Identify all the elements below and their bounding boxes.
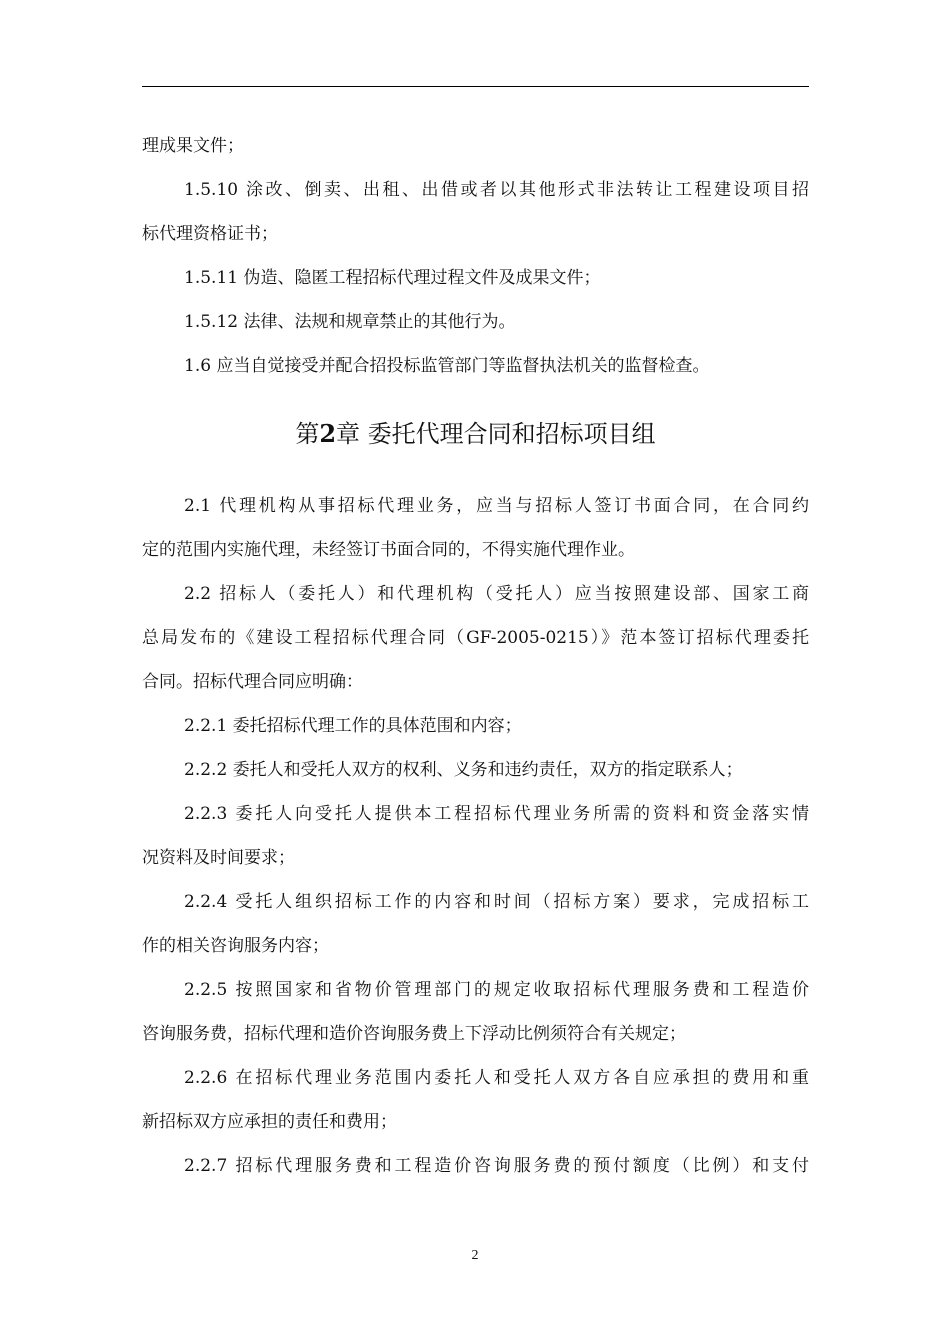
text-line: 总局发布的《建设工程招标代理合同（GF-2005-0215）》范本签订招标代理委托 (142, 628, 809, 648)
text-line: 2.2.1 委托招标代理工作的具体范围和内容； (184, 716, 522, 736)
paragraph-2-1 (142, 484, 809, 572)
paragraph-2-2-6 (142, 1056, 809, 1144)
text-line: 1.6 应当自觉接受并配合招投标监管部门等监督执法机关的监督检查。 (184, 356, 710, 376)
text-line: 咨询服务费，招标代理和造价咨询服务费上下浮动比例须符合有关规定； (142, 1024, 686, 1044)
text-line: 2.2.2 委托人和受托人双方的权利、义务和违约责任，双方的指定联系人； (184, 760, 743, 780)
text-line: 1.5.11 伪造、隐匿工程招标代理过程文件及成果文件； (184, 268, 601, 288)
text-line: 1.5.12 法律、法规和规章禁止的其他行为。 (184, 312, 516, 332)
page-number: 2 (471, 1248, 479, 1263)
text-line: 理成果文件； (142, 136, 244, 156)
paragraph-continuation (142, 124, 809, 168)
header-rule (142, 86, 809, 87)
text-line: 合同。招标代理合同应明确： (142, 672, 363, 692)
text-line: 况资料及时间要求； (142, 848, 295, 868)
paragraph-2-2-7 (142, 1144, 809, 1188)
paragraph-1-5-12 (142, 300, 809, 344)
text-line: 作的相关咨询服务内容； (142, 936, 329, 956)
chapter-title (142, 388, 809, 480)
text-line: 2.2.4 受托人组织招标工作的内容和时间（招标方案）要求，完成招标工 (184, 892, 809, 912)
text-line: 2.2.6 在招标代理业务范围内委托人和受托人双方各自应承担的费用和重 (184, 1068, 809, 1088)
paragraph-2-2-2 (142, 748, 809, 792)
paragraph-1-5-11 (142, 256, 809, 300)
paragraph-2-2-5 (142, 968, 809, 1056)
text-line: 1.5.10 涂改、倒卖、出租、出借或者以其他形式非法转让工程建设项目招 (184, 180, 809, 200)
paragraph-2-2-4 (142, 880, 809, 968)
text-line: 2.2.3 委托人向受托人提供本工程招标代理业务所需的资料和资金落实情 (184, 804, 809, 824)
text-line: 定的范围内实施代理，未经签订书面合同的，不得实施代理作业。 (142, 540, 635, 560)
text-line: 2.2.5 按照国家和省物价管理部门的规定收取招标代理服务费和工程造价 (184, 980, 809, 1000)
paragraph-1-5-10 (142, 168, 809, 256)
text-line: 2.2 招标人（委托人）和代理机构（受托人）应当按照建设部、国家工商 (184, 584, 809, 604)
chapter-suffix: 章 委托代理合同和招标项目组 (336, 420, 656, 448)
text-line: 新招标双方应承担的责任和费用； (142, 1112, 397, 1132)
document-body (142, 124, 809, 1188)
paragraph-1-6 (142, 344, 809, 388)
text-line: 2.1 代理机构从事招标代理业务，应当与招标人签订书面合同，在合同约 (184, 496, 809, 516)
paragraph-2-2-3 (142, 792, 809, 880)
chapter-number: 2 (319, 419, 337, 448)
paragraph-2-2 (142, 572, 809, 704)
chapter-prefix: 第 (295, 420, 320, 448)
text-line: 标代理资格证书； (142, 224, 278, 244)
text-line: 2.2.7 招标代理服务费和工程造价咨询服务费的预付额度（比例）和支付 (184, 1156, 809, 1176)
paragraph-2-2-1 (142, 704, 809, 748)
